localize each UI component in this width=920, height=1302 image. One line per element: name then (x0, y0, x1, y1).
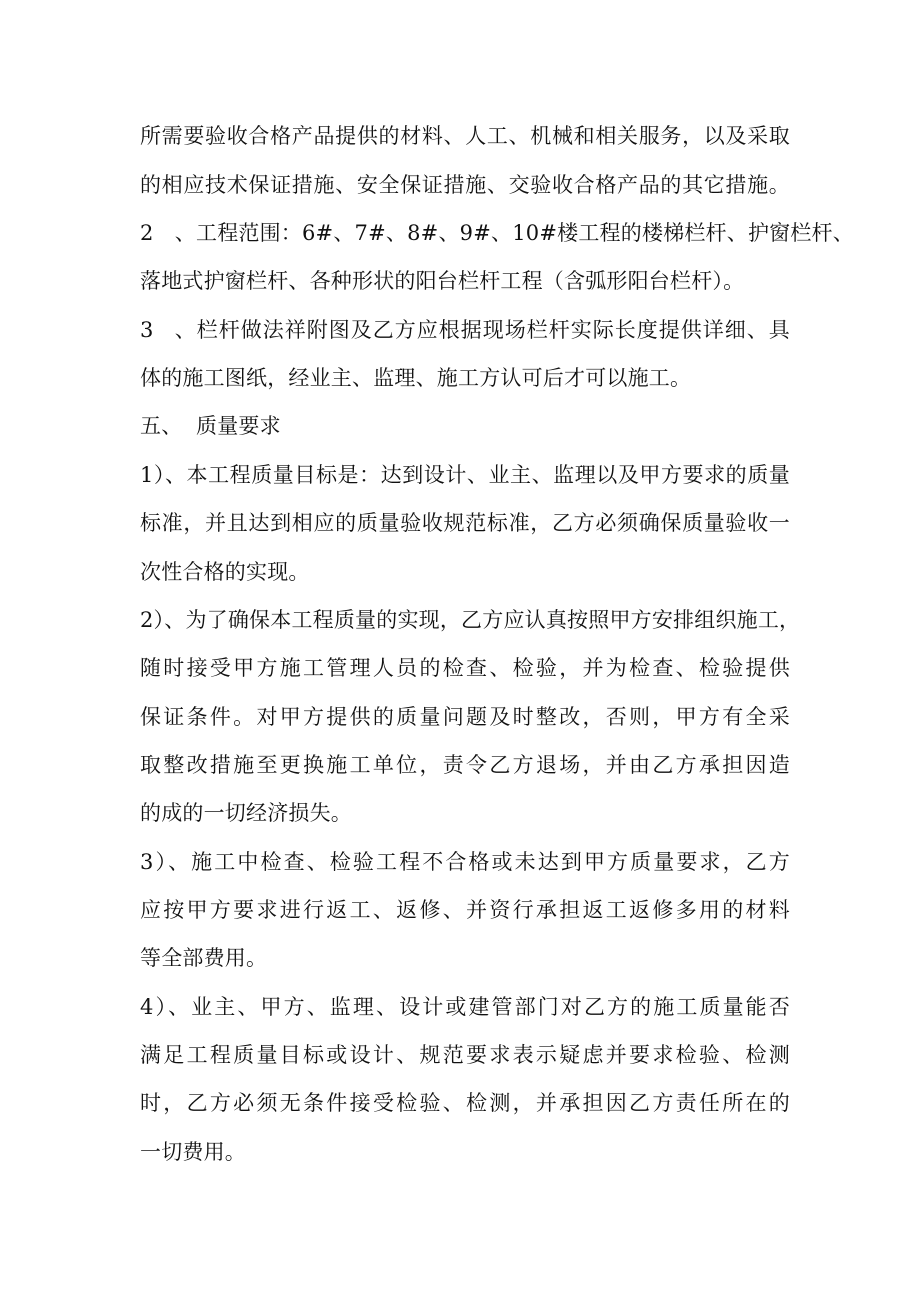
paragraph-line: 取整改措施至更换施工单位，责令乙方退场，并由乙方承担因造 (140, 753, 790, 777)
item-number: 3、 (140, 318, 196, 342)
paragraph-line: 等全部费用。 (140, 946, 268, 970)
paragraph-line: 次性合格的实现。 (140, 560, 310, 584)
paragraph-line: 时，乙方必须无条件接受检验、检测，并承担因乙方责任所在的 (140, 1091, 790, 1115)
paragraph-line: 标准，并且达到相应的质量验收规范标准，乙方必须确保质量验收一 (140, 511, 790, 535)
section-heading (140, 411, 790, 441)
paragraph-line: 保证条件。对甲方提供的质量问题及时整改，否则，甲方有全采 (140, 705, 790, 729)
paragraph-line: 3）、施工中检查、检验工程不合格或未达到甲方质量要求，乙方 (140, 850, 790, 874)
paragraph-line: 一切费用。 (140, 1140, 246, 1164)
paragraph-line: 4）、业主、甲方、监理、设计或建管部门对乙方的施工质量能否 (140, 995, 790, 1019)
numbered-item-line (140, 218, 854, 248)
paragraph-line: 应按甲方要求进行返工、返修、并资行承担返工返修多用的材料 (140, 898, 790, 922)
numbered-item-line (140, 315, 790, 345)
section-title: 质量要求 (196, 414, 281, 438)
paragraph-line: 的相应技术保证措施、安全保证措施、交验收合格产品的其它措施。 (140, 173, 790, 197)
paragraph-line: 的成的一切经济损失。 (140, 801, 352, 825)
item-text: 工程范围：6#、7#、8#、9#、10#楼工程的楼梯栏杆、护窗栏杆、 (196, 221, 854, 245)
paragraph-line: 体的施工图纸，经业主、监理、施工方认可后才可以施工。 (140, 366, 692, 390)
paragraph-line: 满足工程质量目标或设计、规范要求表示疑虑并要求检验、检测 (140, 1043, 790, 1067)
section-number: 五、 (140, 414, 183, 438)
paragraph-line: 所需要验收合格产品提供的材料、人工、机械和相关服务，以及采取 (140, 124, 790, 148)
paragraph-line: 1）、本工程质量目标是：达到设计、业主、监理以及甲方要求的质量 (140, 463, 790, 487)
paragraph-line: 随时接受甲方施工管理人员的检查、检验，并为检查、检验提供 (140, 656, 790, 680)
paragraph-line: 落地式护窗栏杆、各种形状的阳台栏杆工程（含弧形阳台栏杆）。 (140, 269, 745, 293)
item-text: 栏杆做法祥附图及乙方应根据现场栏杆实际长度提供详细、具 (196, 318, 790, 342)
paragraph-line: 2）、为了确保本工程质量的实现，乙方应认真按照甲方安排组织施工， (140, 608, 801, 632)
item-number: 2、 (140, 221, 196, 245)
